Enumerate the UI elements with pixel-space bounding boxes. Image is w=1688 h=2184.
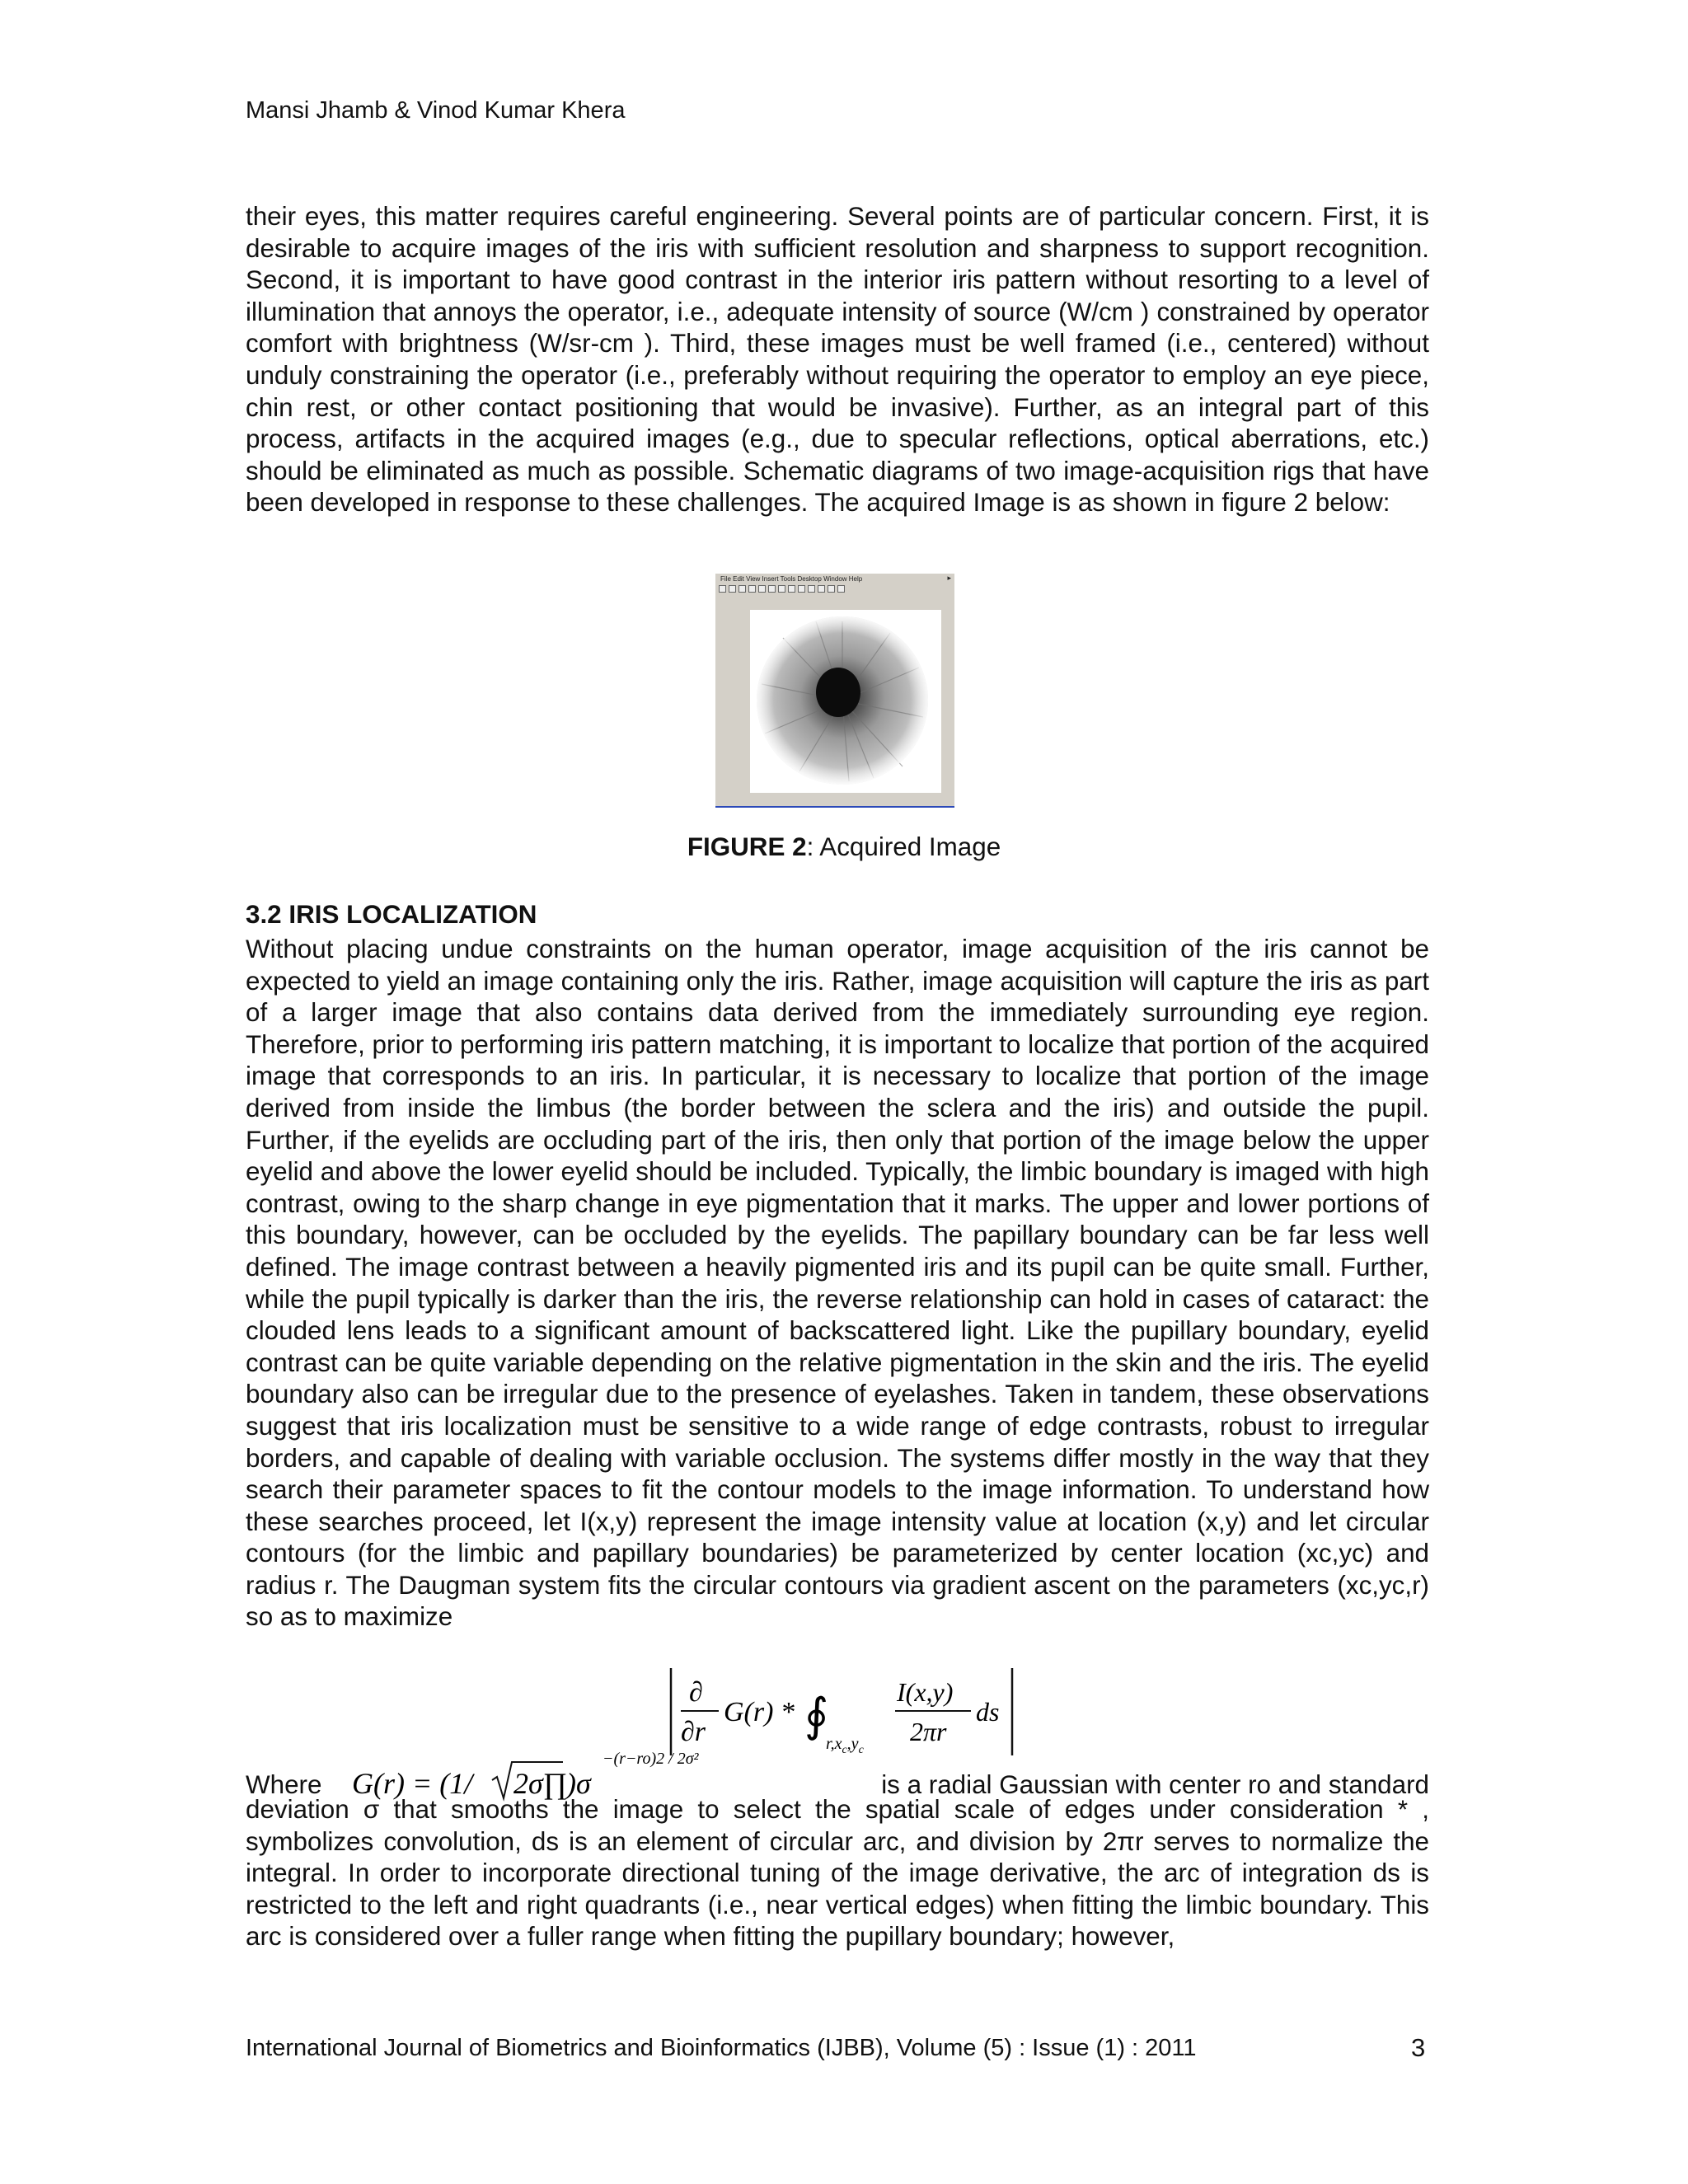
zoom-out-icon	[778, 585, 785, 593]
figure-2-window	[715, 574, 954, 808]
gaussian-exponent: −(r−ro)2 / 2σ²	[603, 1750, 699, 1768]
gaussian-rhs: )σ	[566, 1767, 591, 1800]
where-rest: is a radial Gaussian with center ro and standard	[881, 1770, 1429, 1799]
body-paragraph-2: Without placing undue constraints on the human operator, image acquisition of the iris cannot be expected to yield an image containing only the iris. Rather, image acquisition will capture the iris as part of a larger image that also contains data derived from the immediately surrounding eye region. Therefore, prior to performing iris pattern matching, it is important to localize that portion of the acquired image that corresponds to an iris. In particular, it is necessary to localize that portion of the image derived from inside the limbus (the border between the sclera and the iris) and outside the pupil. Further, if the eyelids are occluding part of the iris, then only that portion of the image below the upper eyelid and above the lower eyelid should be included. Typically, the limbic boundary is imaged with high contrast, owing to the sharp change in eye pigmentation that it marks. The upper and lower portions of this boundary, however, can be occluded by the eyelids. The papillary boundary can be far less well defined. The image contrast between a heavily pigmented iris and its pupil can be quite small. Further, while the pupil typically is darker than the iris, the reverse relationship can hold in cases of cataract: the clouded lens leads to a significant amount of backscattered light. Like the pupillary boundary, eyelid contrast can be quite variable depending on the relative pigmentation in the skin and the iris. The eyelid boundary also can be irregular due to the presence of eyelashes. Taken in tandem, these observations suggest that iris localization must be sensitive to a wide range of edge contrasts, robust to irregular borders, and capable of dealing with variable occlusion. The systems differ mostly in the way that they search their parameter spaces to fit the contour models to the image information. To understand how these searches proceed, let I(x,y) represent the image intensity value at location (x,y) and let circular contours (for the limbic and papillary boundaries) be parameterized by center location (xc,yc) and radius r. The Daugman system fits the circular contours via gradient ascent on the parameters (xc,yc,r) so as to maximize	[246, 935, 1429, 1632]
colorbar-icon	[818, 585, 825, 593]
figure-label: FIGURE 2	[687, 832, 807, 861]
integral-subscript: $r,x_c,y_c$	[826, 1735, 864, 1756]
ds: ds	[976, 1697, 1000, 1727]
figure-toolbar	[719, 585, 948, 593]
iris-image	[750, 610, 941, 793]
save-icon	[738, 585, 746, 593]
figure-axes	[750, 610, 941, 793]
page-number: 3	[1411, 2033, 1426, 2062]
pan-icon	[788, 585, 795, 593]
figure-menubar-arrow-icon: ▸	[947, 574, 951, 582]
fraction-numerator: I(x,y)	[897, 1677, 954, 1707]
plot-tools-icon	[837, 585, 845, 593]
open-icon	[729, 585, 736, 593]
print-icon	[748, 585, 756, 593]
figure-caption-text: : Acquired Image	[806, 832, 1001, 861]
where-word: Where	[246, 1770, 322, 1799]
rotate-icon	[798, 585, 805, 593]
fraction-denominator: 2πr	[910, 1717, 947, 1746]
zoom-in-icon	[768, 585, 776, 593]
new-icon	[719, 585, 726, 593]
gaussian-lhs: G(r) = (1/	[352, 1767, 473, 1800]
pupil	[816, 668, 860, 717]
legend-icon	[828, 585, 835, 593]
figure-menubar: File Edit View Insert Tools Desktop Window Help	[720, 575, 863, 583]
gaussian-radicand: 2σ∏	[513, 1767, 568, 1800]
section-heading: 3.2 IRIS LOCALIZATION	[246, 900, 537, 929]
figure-caption	[0, 832, 1688, 862]
journal-footer: International Journal of Biometrics and Bioinformatics (IJBB), Volume (5) : Issue (1) : 2011	[246, 2035, 1197, 2061]
body-paragraph-1: their eyes, this matter requires careful engineering. Several points are of particular concern. First, it is desirable to acquire images of the iris with sufficient resolution and sharpness to support recognition. Second, it is important to have good contrast in the interior iris pattern without resorting to a level of illumination that annoys the operator, i.e., adequate intensity of source (W/cm ) constrained by operator comfort with brightness (W/sr-cm ). Third, these images must be well framed (i.e., centered) without unduly constraining the operator (i.e., preferably without requiring the operator to employ an eye piece, chin rest, or other contact positioning that would be invasive). Further, as an integral part of this process, artifacts in the acquired images (e.g., due to specular reflections, optical aberrations, etc.) should be eliminated as much as possible. Schematic diagrams of two image-acquisition rigs that have been developed in response to these challenges. The acquired Image is as shown in figure 2 below:	[246, 202, 1429, 518]
partial-symbol: ∂	[689, 1677, 703, 1708]
pointer-icon	[758, 585, 766, 593]
running-header: Mansi Jhamb & Vinod Kumar Khera	[246, 97, 626, 124]
g-of-r: G(r) *	[724, 1697, 795, 1727]
body-paragraph-3: deviation σ that smooths the image to select the spatial scale of edges under consideration * , symbolizes convolution, ds is an element of circular arc, and division by 2πr serves to normalize the integral. In order to incorporate directional tuning of the image derivative, the arc of integration ds is restricted to the left and right quadrants (i.e., near vertical edges) when fitting the limbic boundary. This arc is considered over a fuller range when fitting the pupillary boundary; however,	[246, 1795, 1429, 1952]
contour-integral-symbol: ∮	[804, 1690, 829, 1741]
partial-r: ∂r	[681, 1717, 706, 1747]
data-cursor-icon	[808, 585, 815, 593]
